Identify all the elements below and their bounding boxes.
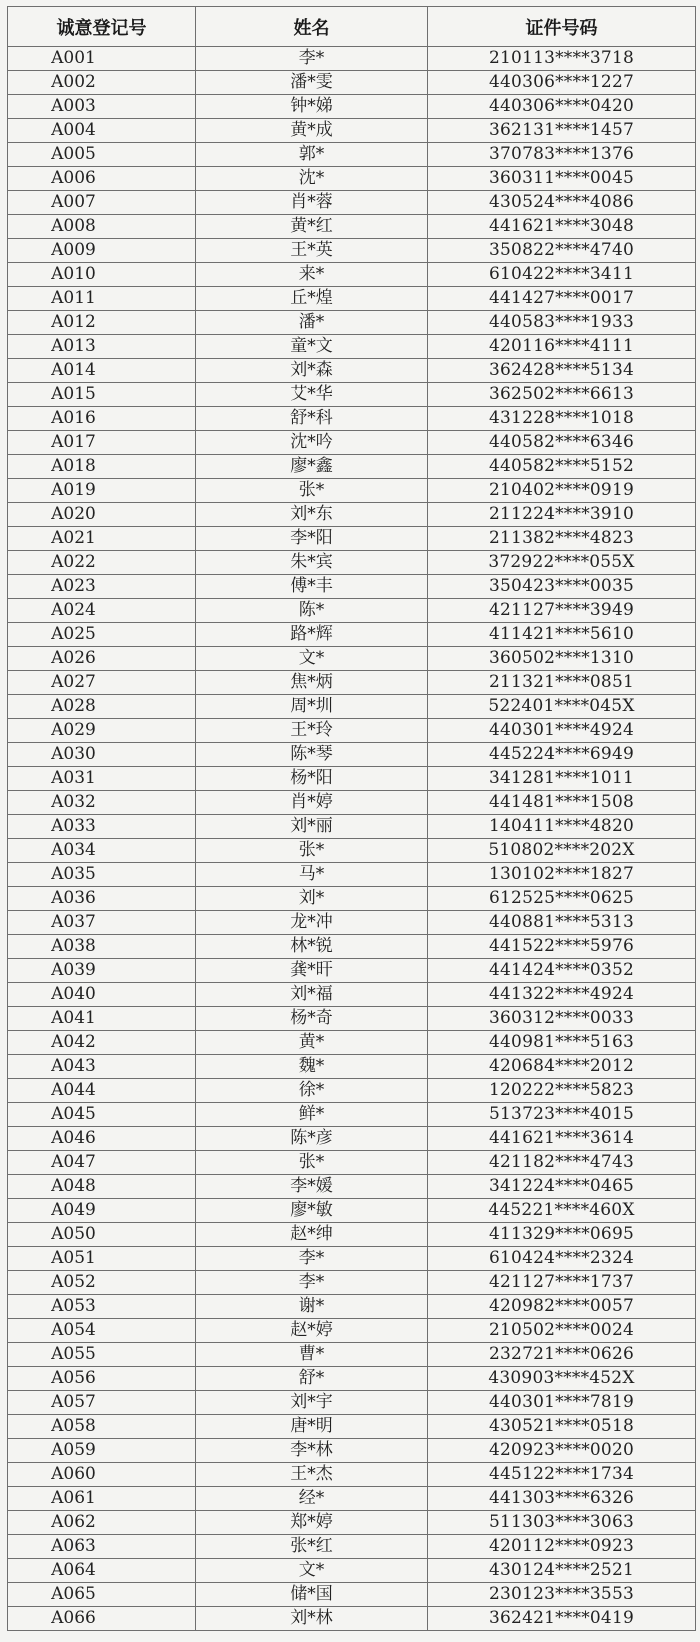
- id-number-cell: 362421****0419: [428, 1607, 696, 1631]
- name-cell: 龙*冲: [196, 911, 428, 935]
- name-cell: 张*红: [196, 1535, 428, 1559]
- name-cell: 廖*鑫: [196, 455, 428, 479]
- registration-no-cell: A007: [8, 191, 196, 215]
- name-cell: 林*锐: [196, 935, 428, 959]
- table-row: [8, 671, 696, 695]
- header-name: 姓名: [196, 7, 428, 47]
- id-number-cell: 420112****0923: [428, 1535, 696, 1559]
- table-row: [8, 1271, 696, 1295]
- id-number-cell: 510802****202X: [428, 839, 696, 863]
- name-cell: 魏*: [196, 1055, 428, 1079]
- name-cell: 刘*林: [196, 1607, 428, 1631]
- table-row: [8, 1487, 696, 1511]
- registration-no-cell: A059: [8, 1439, 196, 1463]
- registration-no-cell: A062: [8, 1511, 196, 1535]
- name-cell: 马*: [196, 863, 428, 887]
- registration-no-cell: A001: [8, 47, 196, 71]
- id-number-cell: 441424****0352: [428, 959, 696, 983]
- registration-no-cell: A021: [8, 527, 196, 551]
- name-cell: 舒*科: [196, 407, 428, 431]
- id-number-cell: 511303****3063: [428, 1511, 696, 1535]
- table-row: [8, 1079, 696, 1103]
- table-row: [8, 695, 696, 719]
- name-cell: 沈*吟: [196, 431, 428, 455]
- table-row: [8, 1151, 696, 1175]
- table-header: [8, 7, 696, 47]
- table-row: [8, 1439, 696, 1463]
- registration-sheet: [7, 6, 695, 1631]
- name-cell: 李*媛: [196, 1175, 428, 1199]
- registration-no-cell: A064: [8, 1559, 196, 1583]
- table-row: [8, 47, 696, 71]
- name-cell: 焦*炳: [196, 671, 428, 695]
- table-row: [8, 143, 696, 167]
- name-cell: 经*: [196, 1487, 428, 1511]
- registration-no-cell: A014: [8, 359, 196, 383]
- registration-no-cell: A027: [8, 671, 196, 695]
- name-cell: 刘*东: [196, 503, 428, 527]
- registration-no-cell: A042: [8, 1031, 196, 1055]
- registration-no-cell: A034: [8, 839, 196, 863]
- registration-no-cell: A020: [8, 503, 196, 527]
- registration-no-cell: A009: [8, 239, 196, 263]
- name-cell: 李*林: [196, 1439, 428, 1463]
- table-row: [8, 239, 696, 263]
- name-cell: 陈*琴: [196, 743, 428, 767]
- table-row: [8, 647, 696, 671]
- id-number-cell: 362502****6613: [428, 383, 696, 407]
- id-number-cell: 211321****0851: [428, 671, 696, 695]
- registration-no-cell: A033: [8, 815, 196, 839]
- id-number-cell: 360312****0033: [428, 1007, 696, 1031]
- table-row: [8, 935, 696, 959]
- registration-no-cell: A048: [8, 1175, 196, 1199]
- table-row: [8, 575, 696, 599]
- header-registration-no: 诚意登记号: [8, 7, 196, 47]
- name-cell: 廖*敏: [196, 1199, 428, 1223]
- registration-no-cell: A035: [8, 863, 196, 887]
- registration-no-cell: A047: [8, 1151, 196, 1175]
- id-number-cell: 232721****0626: [428, 1343, 696, 1367]
- header-row: [8, 7, 696, 47]
- table-row: [8, 1391, 696, 1415]
- id-number-cell: 360311****0045: [428, 167, 696, 191]
- id-number-cell: 411421****5610: [428, 623, 696, 647]
- table-row: [8, 887, 696, 911]
- name-cell: 黄*成: [196, 119, 428, 143]
- name-cell: 郭*: [196, 143, 428, 167]
- id-number-cell: 441303****6326: [428, 1487, 696, 1511]
- table-row: [8, 359, 696, 383]
- table-row: [8, 623, 696, 647]
- registration-no-cell: A057: [8, 1391, 196, 1415]
- registration-no-cell: A041: [8, 1007, 196, 1031]
- registration-table: [7, 6, 696, 1631]
- name-cell: 童*文: [196, 335, 428, 359]
- table-row: [8, 791, 696, 815]
- name-cell: 陈*彦: [196, 1127, 428, 1151]
- id-number-cell: 350822****4740: [428, 239, 696, 263]
- registration-no-cell: A058: [8, 1415, 196, 1439]
- id-number-cell: 441621****3614: [428, 1127, 696, 1151]
- id-number-cell: 513723****4015: [428, 1103, 696, 1127]
- registration-no-cell: A008: [8, 215, 196, 239]
- registration-no-cell: A049: [8, 1199, 196, 1223]
- id-number-cell: 610422****3411: [428, 263, 696, 287]
- name-cell: 丘*煌: [196, 287, 428, 311]
- name-cell: 潘*: [196, 311, 428, 335]
- registration-no-cell: A019: [8, 479, 196, 503]
- id-number-cell: 441522****5976: [428, 935, 696, 959]
- table-row: [8, 1247, 696, 1271]
- id-number-cell: 430903****452X: [428, 1367, 696, 1391]
- id-number-cell: 350423****0035: [428, 575, 696, 599]
- table-row: [8, 1055, 696, 1079]
- id-number-cell: 341281****1011: [428, 767, 696, 791]
- table-row: [8, 1127, 696, 1151]
- registration-no-cell: A053: [8, 1295, 196, 1319]
- header-id-number: 证件号码: [428, 7, 696, 47]
- registration-no-cell: A006: [8, 167, 196, 191]
- id-number-cell: 210402****0919: [428, 479, 696, 503]
- id-number-cell: 130102****1827: [428, 863, 696, 887]
- name-cell: 赵*婷: [196, 1319, 428, 1343]
- table-row: [8, 1223, 696, 1247]
- id-number-cell: 341224****0465: [428, 1175, 696, 1199]
- registration-no-cell: A005: [8, 143, 196, 167]
- registration-no-cell: A061: [8, 1487, 196, 1511]
- name-cell: 鲜*: [196, 1103, 428, 1127]
- name-cell: 文*: [196, 1559, 428, 1583]
- name-cell: 张*: [196, 1151, 428, 1175]
- registration-no-cell: A065: [8, 1583, 196, 1607]
- name-cell: 刘*福: [196, 983, 428, 1007]
- id-number-cell: 430124****2521: [428, 1559, 696, 1583]
- id-number-cell: 440881****5313: [428, 911, 696, 935]
- table-row: [8, 431, 696, 455]
- id-number-cell: 360502****1310: [428, 647, 696, 671]
- name-cell: 张*: [196, 479, 428, 503]
- table-row: [8, 1559, 696, 1583]
- table-row: [8, 335, 696, 359]
- registration-no-cell: A012: [8, 311, 196, 335]
- name-cell: 黄*红: [196, 215, 428, 239]
- registration-no-cell: A060: [8, 1463, 196, 1487]
- name-cell: 朱*宾: [196, 551, 428, 575]
- name-cell: 李*: [196, 1247, 428, 1271]
- table-row: [8, 95, 696, 119]
- name-cell: 张*: [196, 839, 428, 863]
- id-number-cell: 420923****0020: [428, 1439, 696, 1463]
- id-number-cell: 421127****3949: [428, 599, 696, 623]
- table-row: [8, 455, 696, 479]
- table-row: [8, 1343, 696, 1367]
- registration-no-cell: A026: [8, 647, 196, 671]
- id-number-cell: 522401****045X: [428, 695, 696, 719]
- name-cell: 王*玲: [196, 719, 428, 743]
- table-row: [8, 1583, 696, 1607]
- id-number-cell: 440306****0420: [428, 95, 696, 119]
- id-number-cell: 210113****3718: [428, 47, 696, 71]
- registration-no-cell: A050: [8, 1223, 196, 1247]
- id-number-cell: 445122****1734: [428, 1463, 696, 1487]
- id-number-cell: 445221****460X: [428, 1199, 696, 1223]
- id-number-cell: 421127****1737: [428, 1271, 696, 1295]
- name-cell: 路*辉: [196, 623, 428, 647]
- name-cell: 赵*绅: [196, 1223, 428, 1247]
- table-body: [8, 47, 696, 1631]
- id-number-cell: 230123****3553: [428, 1583, 696, 1607]
- table-row: [8, 815, 696, 839]
- table-row: [8, 1007, 696, 1031]
- registration-no-cell: A030: [8, 743, 196, 767]
- table-row: [8, 743, 696, 767]
- registration-no-cell: A037: [8, 911, 196, 935]
- name-cell: 徐*: [196, 1079, 428, 1103]
- name-cell: 傅*丰: [196, 575, 428, 599]
- name-cell: 肖*蓉: [196, 191, 428, 215]
- table-row: [8, 1607, 696, 1631]
- id-number-cell: 211382****4823: [428, 527, 696, 551]
- id-number-cell: 441621****3048: [428, 215, 696, 239]
- name-cell: 肖*婷: [196, 791, 428, 815]
- registration-no-cell: A038: [8, 935, 196, 959]
- name-cell: 杨*奇: [196, 1007, 428, 1031]
- table-row: [8, 959, 696, 983]
- id-number-cell: 440583****1933: [428, 311, 696, 335]
- registration-no-cell: A003: [8, 95, 196, 119]
- registration-no-cell: A024: [8, 599, 196, 623]
- id-number-cell: 420684****2012: [428, 1055, 696, 1079]
- name-cell: 刘*森: [196, 359, 428, 383]
- table-row: [8, 1199, 696, 1223]
- id-number-cell: 440306****1227: [428, 71, 696, 95]
- name-cell: 谢*: [196, 1295, 428, 1319]
- name-cell: 王*英: [196, 239, 428, 263]
- table-row: [8, 1031, 696, 1055]
- id-number-cell: 440981****5163: [428, 1031, 696, 1055]
- id-number-cell: 420116****4111: [428, 335, 696, 359]
- registration-no-cell: A052: [8, 1271, 196, 1295]
- name-cell: 储*国: [196, 1583, 428, 1607]
- id-number-cell: 362131****1457: [428, 119, 696, 143]
- id-number-cell: 440301****4924: [428, 719, 696, 743]
- registration-no-cell: A011: [8, 287, 196, 311]
- id-number-cell: 140411****4820: [428, 815, 696, 839]
- registration-no-cell: A051: [8, 1247, 196, 1271]
- registration-no-cell: A016: [8, 407, 196, 431]
- id-number-cell: 411329****0695: [428, 1223, 696, 1247]
- table-row: [8, 1103, 696, 1127]
- id-number-cell: 440582****5152: [428, 455, 696, 479]
- registration-no-cell: A066: [8, 1607, 196, 1631]
- id-number-cell: 441481****1508: [428, 791, 696, 815]
- id-number-cell: 440582****6346: [428, 431, 696, 455]
- table-row: [8, 719, 696, 743]
- name-cell: 王*杰: [196, 1463, 428, 1487]
- table-row: [8, 1295, 696, 1319]
- registration-no-cell: A025: [8, 623, 196, 647]
- table-row: [8, 1463, 696, 1487]
- registration-no-cell: A015: [8, 383, 196, 407]
- id-number-cell: 370783****1376: [428, 143, 696, 167]
- id-number-cell: 440301****7819: [428, 1391, 696, 1415]
- name-cell: 杨*阳: [196, 767, 428, 791]
- name-cell: 郑*婷: [196, 1511, 428, 1535]
- registration-no-cell: A002: [8, 71, 196, 95]
- registration-no-cell: A017: [8, 431, 196, 455]
- id-number-cell: 211224****3910: [428, 503, 696, 527]
- table-row: [8, 863, 696, 887]
- id-number-cell: 445224****6949: [428, 743, 696, 767]
- name-cell: 唐*明: [196, 1415, 428, 1439]
- registration-no-cell: A013: [8, 335, 196, 359]
- registration-no-cell: A004: [8, 119, 196, 143]
- registration-no-cell: A031: [8, 767, 196, 791]
- id-number-cell: 431228****1018: [428, 407, 696, 431]
- id-number-cell: 372922****055X: [428, 551, 696, 575]
- registration-no-cell: A045: [8, 1103, 196, 1127]
- name-cell: 曹*: [196, 1343, 428, 1367]
- name-cell: 刘*宇: [196, 1391, 428, 1415]
- name-cell: 潘*雯: [196, 71, 428, 95]
- registration-no-cell: A055: [8, 1343, 196, 1367]
- table-row: [8, 287, 696, 311]
- table-row: [8, 407, 696, 431]
- name-cell: 来*: [196, 263, 428, 287]
- registration-no-cell: A056: [8, 1367, 196, 1391]
- name-cell: 文*: [196, 647, 428, 671]
- table-row: [8, 119, 696, 143]
- id-number-cell: 430521****0518: [428, 1415, 696, 1439]
- table-row: [8, 311, 696, 335]
- registration-no-cell: A010: [8, 263, 196, 287]
- id-number-cell: 430524****4086: [428, 191, 696, 215]
- id-number-cell: 210502****0024: [428, 1319, 696, 1343]
- table-row: [8, 1415, 696, 1439]
- registration-no-cell: A022: [8, 551, 196, 575]
- registration-no-cell: A063: [8, 1535, 196, 1559]
- id-number-cell: 362428****5134: [428, 359, 696, 383]
- registration-no-cell: A018: [8, 455, 196, 479]
- name-cell: 舒*: [196, 1367, 428, 1391]
- table-row: [8, 479, 696, 503]
- registration-no-cell: A046: [8, 1127, 196, 1151]
- table-row: [8, 551, 696, 575]
- table-row: [8, 1319, 696, 1343]
- name-cell: 刘*: [196, 887, 428, 911]
- name-cell: 周*圳: [196, 695, 428, 719]
- registration-no-cell: A029: [8, 719, 196, 743]
- table-row: [8, 527, 696, 551]
- name-cell: 龚*旰: [196, 959, 428, 983]
- id-number-cell: 441427****0017: [428, 287, 696, 311]
- table-row: [8, 1367, 696, 1391]
- id-number-cell: 120222****5823: [428, 1079, 696, 1103]
- name-cell: 李*: [196, 1271, 428, 1295]
- registration-no-cell: A043: [8, 1055, 196, 1079]
- name-cell: 艾*华: [196, 383, 428, 407]
- table-row: [8, 383, 696, 407]
- name-cell: 陈*: [196, 599, 428, 623]
- id-number-cell: 610424****2324: [428, 1247, 696, 1271]
- id-number-cell: 421182****4743: [428, 1151, 696, 1175]
- table-row: [8, 1511, 696, 1535]
- table-row: [8, 263, 696, 287]
- id-number-cell: 441322****4924: [428, 983, 696, 1007]
- registration-no-cell: A040: [8, 983, 196, 1007]
- name-cell: 刘*丽: [196, 815, 428, 839]
- table-row: [8, 215, 696, 239]
- registration-no-cell: A044: [8, 1079, 196, 1103]
- table-row: [8, 839, 696, 863]
- table-row: [8, 1535, 696, 1559]
- name-cell: 李*: [196, 47, 428, 71]
- table-row: [8, 1175, 696, 1199]
- table-row: [8, 767, 696, 791]
- registration-no-cell: A036: [8, 887, 196, 911]
- table-row: [8, 191, 696, 215]
- registration-no-cell: A039: [8, 959, 196, 983]
- registration-no-cell: A054: [8, 1319, 196, 1343]
- table-row: [8, 983, 696, 1007]
- name-cell: 钟*娣: [196, 95, 428, 119]
- registration-no-cell: A028: [8, 695, 196, 719]
- table-row: [8, 167, 696, 191]
- registration-no-cell: A032: [8, 791, 196, 815]
- id-number-cell: 420982****0057: [428, 1295, 696, 1319]
- table-row: [8, 911, 696, 935]
- name-cell: 沈*: [196, 167, 428, 191]
- id-number-cell: 612525****0625: [428, 887, 696, 911]
- table-row: [8, 503, 696, 527]
- table-row: [8, 599, 696, 623]
- name-cell: 李*阳: [196, 527, 428, 551]
- registration-no-cell: A023: [8, 575, 196, 599]
- name-cell: 黄*: [196, 1031, 428, 1055]
- table-row: [8, 71, 696, 95]
